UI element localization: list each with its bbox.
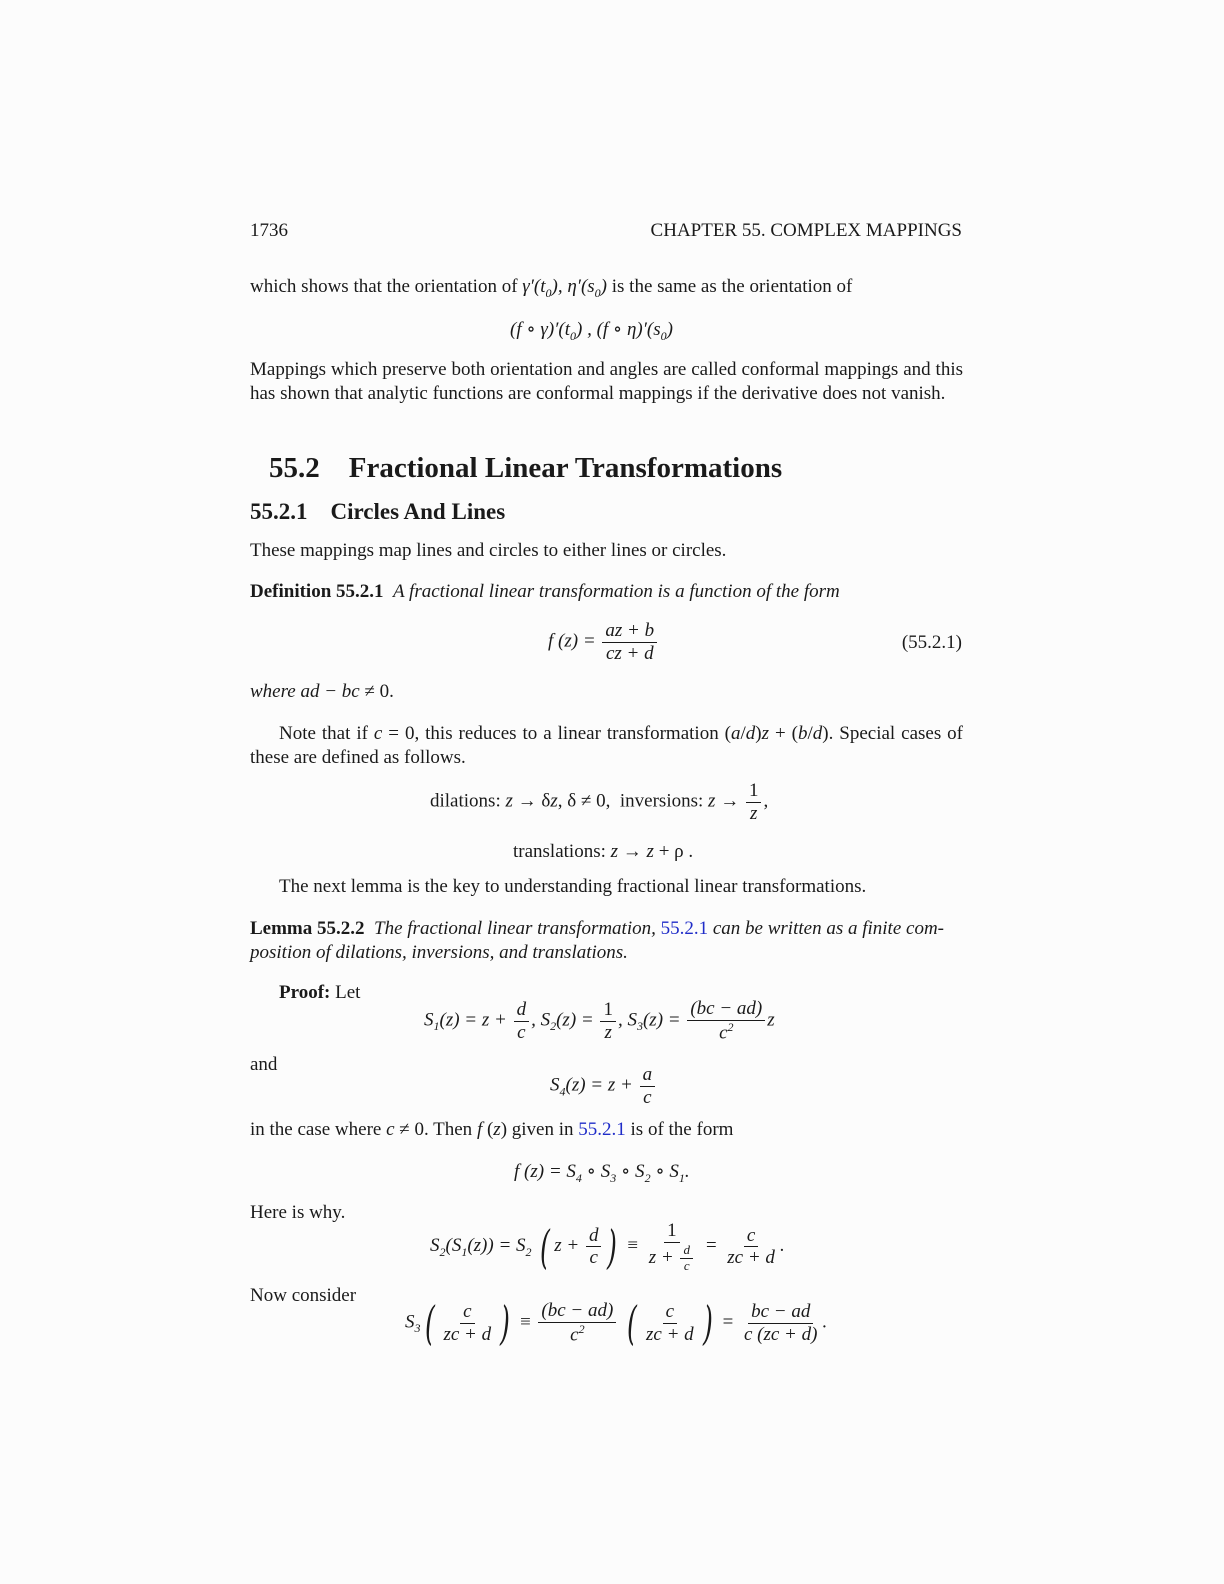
s2-of-s1-equation: $S_2(S_1(z)) = S_2$ ( z + $\frac{d}{c}$ ) ≡ 1 z + $\frac{d}{c}$ = $\frac{c}{zc + d}$ . bbox=[430, 1219, 785, 1274]
subsection-heading: 55.2.1 Circles And Lines bbox=[250, 499, 506, 524]
s1-s2-s3-definitions: $S_1(z) = z$ + $\frac{d}{c}$ , $S_2(z)$ = $\frac{1}{z}$ , $S_3(z)$ = $\frac{(bc - ad)}{c^2}$ z bbox=[424, 998, 775, 1044]
translations: translations: z → z + ρ . bbox=[513, 841, 694, 862]
orientation-equation: (f ∘ $\gamma)'(t_0)$ , (f ∘ $\eta)'(s_0)$ bbox=[510, 319, 673, 343]
subsection-intro: These mappings map lines and circles to either lines or circles. bbox=[250, 540, 727, 561]
equation-number: (55.2.1) bbox=[901, 632, 962, 653]
lemma: Lemma 55.2.2 The fractional linear transformation, 55.2.1 can be written as a finite com- position of dilations, inversions, and translations. bbox=[250, 918, 945, 963]
s4-definition: $S_4(z) = z$ + $\frac{a}{c}$ bbox=[550, 1064, 657, 1109]
s3-equation: $S_3$( $\frac{c}{zc + d}$ ) ≡ $\frac{(bc - ad)}{c^2}$ ( $\frac{c}{zc + d}$ ) = $\frac{bc - ad}{c (zc + d)}$ . bbox=[405, 1296, 828, 1350]
orientation-sentence: which shows that the orientation of $\gamma'(t_0)$, $\eta'(s_0)$ is the same as the orientation of bbox=[250, 276, 853, 300]
where-clause: where ad − bc ≠ 0. bbox=[250, 681, 394, 702]
note-paragraph: Note that if c = 0, this reduces to a linear transformation (a/d)z + (b/d). Special cases of these are defined as follows. bbox=[250, 723, 964, 768]
proof-start: Proof: Let bbox=[279, 982, 361, 1003]
now-consider: Now consider bbox=[250, 1285, 357, 1306]
conformal-paragraph: Mappings which preserve both orientation and angles are called conformal mappings and this has shown that analytic functions are conformal mappings if the derivative does not vanish. bbox=[250, 359, 963, 404]
definition: Definition 55.2.1 A fractional linear transformation is a function of the form bbox=[250, 581, 840, 602]
dilations-inversions: dilations: z → δz, δ ≠ 0, inversions: z → $\frac{1}{z}$ , bbox=[430, 780, 769, 824]
case-equation-link[interactable]: 55.2.1 bbox=[578, 1119, 626, 1140]
definition-equation: f (z) = $\frac{az + b}{cz + d}$ bbox=[548, 620, 659, 665]
and-text: and bbox=[250, 1054, 278, 1075]
composition-equation: f $(z) = S_4$ ∘ $S_3$ ∘ $S_2$ ∘ $S_1$. bbox=[514, 1161, 690, 1185]
section-heading: 55.2 Fractional Linear Transformations bbox=[269, 452, 783, 484]
case-sentence: in the case where c ≠ 0. Then f (z) given in 55.2.1 is of the form bbox=[250, 1119, 734, 1140]
running-title: CHAPTER 55. COMPLEX MAPPINGS bbox=[650, 220, 962, 241]
page-number: 1736 bbox=[250, 220, 288, 241]
here-is-why: Here is why. bbox=[250, 1202, 346, 1223]
next-lemma-text: The next lemma is the key to understanding fractional linear transformations. bbox=[279, 876, 867, 897]
lemma-equation-link[interactable]: 55.2.1 bbox=[660, 918, 709, 939]
